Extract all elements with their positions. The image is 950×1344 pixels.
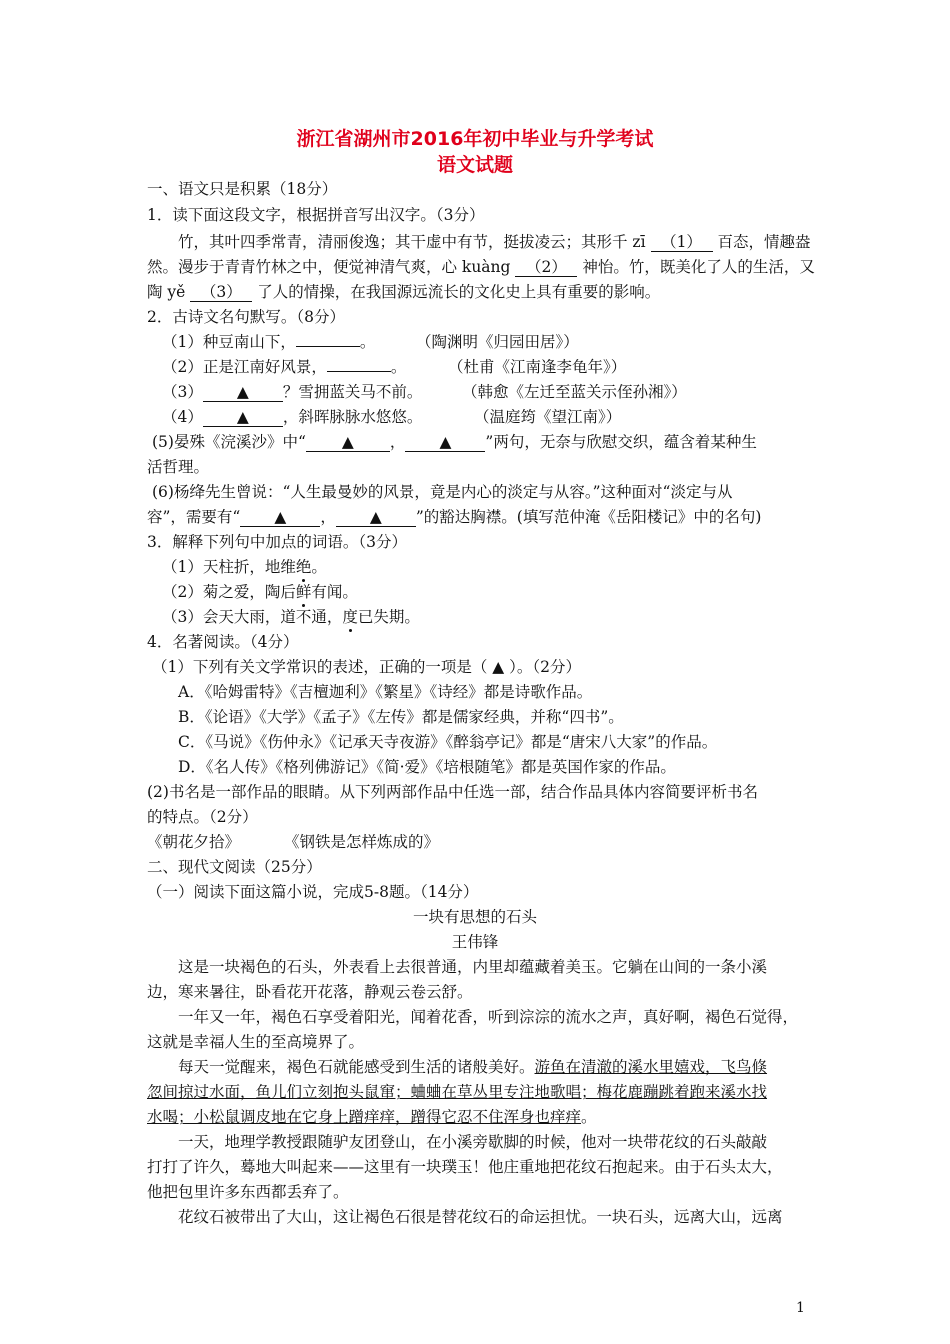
q2-item4-text: （4） bbox=[162, 408, 203, 426]
q2-blank-3[interactable]: ▲ bbox=[203, 383, 283, 402]
story-paragraph-3-period: 。 bbox=[581, 1108, 597, 1126]
q3-stem: 3．解释下列句中加点的词语。（3分） bbox=[147, 533, 407, 551]
q4-part2: (2)书名是一部作品的眼睛。从下列两部作品中任选一部，结合作品具体内容简要评析书名 bbox=[147, 783, 758, 801]
q1-line1-end: 百态，情趣盎 bbox=[717, 233, 811, 251]
section2-heading: 二、现代文阅读（25分） bbox=[147, 858, 322, 876]
q3-dotted-word-1: 绝 bbox=[295, 558, 312, 576]
q3-item2-end: 有闻。 bbox=[311, 583, 358, 601]
q4-part1: （1）下列有关文学常识的表述，正确的一项是（ ▲ ）。（2分） bbox=[152, 658, 581, 676]
q3-item1-end: 。 bbox=[311, 558, 327, 576]
section1-heading: 一、语文只是积累（18分） bbox=[147, 180, 338, 198]
story-paragraph-3 bbox=[178, 1056, 767, 1078]
q3-dotted-word-3: 度 bbox=[342, 608, 358, 626]
q3-item-1 bbox=[162, 556, 327, 578]
q3-item2-text: （2）菊之爱，陶后 bbox=[162, 583, 296, 601]
q2-item-1 bbox=[162, 331, 375, 353]
q4-option-a: A．《哈姆雷特》《吉檀迦利》《繁星》《诗经》都是诗歌作品。 bbox=[178, 683, 593, 701]
q1-stem: 1．读下面这段文字，根据拼音写出汉字。（3分） bbox=[147, 206, 485, 224]
q1-line2-start: 然。漫步于青青竹林之中，便觉神清气爽，心 kuàng bbox=[147, 258, 511, 276]
q2-item-2 bbox=[162, 356, 406, 378]
q2-item6-sep: ， bbox=[320, 508, 336, 526]
q3-item-2 bbox=[162, 581, 358, 603]
q2-item2-end: 。 bbox=[390, 358, 407, 376]
underlined-passage-1: 游鱼在清澈的溪水里嬉戏，飞鸟倏 bbox=[534, 1058, 768, 1076]
q4-book-2: 《钢铁是怎样炼成的》 bbox=[284, 833, 440, 851]
q2-item5-end: ”两句，无奈与欣慰交织，蕴含着某种生 bbox=[485, 433, 757, 451]
q1-line2 bbox=[147, 256, 815, 278]
q2-blank-6b[interactable]: ▲ bbox=[336, 508, 416, 527]
q1-line3 bbox=[147, 281, 660, 303]
underlined-passage-2: 忽间掠过水面，鱼儿们立刻抱头鼠窜；蛐蛐在草丛里专注地歌唱；梅花鹿蹦跳着跑来溪水找 bbox=[147, 1083, 768, 1101]
q4-option-b: B．《论语》《大学》《孟子》《左传》都是儒家经典，并称“四书”。 bbox=[178, 708, 624, 726]
q2-item1-text: （1）种豆南山下， bbox=[162, 333, 296, 351]
q1-blank-1[interactable]: （1） bbox=[651, 233, 713, 252]
page-subtitle: 语文试题 bbox=[436, 154, 513, 176]
story-paragraph-4: 一天，地理学教授跟随驴友团登山，在小溪旁歇脚的时候，他对一块带花纹的石头敲敲 bbox=[178, 1133, 768, 1151]
story-paragraph-3-end bbox=[147, 1106, 597, 1128]
q2-stem: 2．古诗文名句默写。（8分） bbox=[147, 308, 345, 326]
q1-blank-2[interactable]: （2） bbox=[515, 258, 577, 277]
story-paragraph-1-cont: 边，寒来暑往，卧看花开花落，静观云卷云舒。 bbox=[147, 983, 473, 1001]
q1-line3-end: 了人的情操，在我国源远流长的文化史上具有重要的影响。 bbox=[257, 283, 661, 301]
q3-item3-end: 已失期。 bbox=[357, 608, 420, 626]
q2-source-1: （陶渊明《归园田居》） bbox=[416, 333, 579, 351]
q1-line2-end: 神怡。竹，既美化了人的生活，又 bbox=[582, 258, 815, 276]
q2-blank-5b[interactable]: ▲ bbox=[405, 433, 485, 452]
story-author: 王伟锋 bbox=[451, 933, 499, 951]
q2-source-2: （杜甫《江南逢李龟年》） bbox=[448, 358, 627, 376]
q4-book-1: 《朝花夕拾》 bbox=[147, 833, 241, 851]
story-paragraph-5: 花纹石被带出了大山，这让褐色石很是替花纹石的命运担忧。一块石头，远离大山，远离 bbox=[178, 1208, 783, 1226]
q2-blank-2[interactable] bbox=[327, 371, 391, 372]
story-paragraph-3-text: 每天一觉醒来，褐色石就能感受到生活的诸般美好。 bbox=[178, 1058, 535, 1076]
q3-item1-text: （1）天柱折，地维 bbox=[162, 558, 296, 576]
q2-item-6: (6)杨绛先生曾说：“人生最曼妙的风景，竟是内心的淡定与从容。”这种面对“淡定与从 bbox=[152, 483, 733, 501]
q2-item1-end: 。 bbox=[359, 333, 376, 351]
underlined-passage-3: 水喝；小松鼠调皮地在它身上蹭痒痒，蹭得它忍不住浑身也痒痒 bbox=[147, 1108, 582, 1126]
q2-blank-4[interactable]: ▲ bbox=[203, 408, 283, 427]
q4-option-c: C．《马说》《伤仲永》《记承天寺夜游》《醉翁亭记》都是“唐宋八大家”的作品。 bbox=[178, 733, 718, 751]
section2-sub1: （一）阅读下面这篇小说，完成5-8题。（14分） bbox=[147, 883, 479, 901]
q1-blank-3[interactable]: （3） bbox=[190, 283, 252, 302]
q2-item6-text: 容”，需要有“ bbox=[147, 508, 241, 526]
q2-item3-end: ？雪拥蓝关马不前。 bbox=[282, 383, 423, 401]
q2-item6-end: ”的豁达胸襟。(填写范仲淹《岳阳楼记》中的名句) bbox=[415, 508, 762, 526]
q2-source-4: （温庭筠《望江南》） bbox=[474, 408, 622, 426]
q2-blank-1[interactable] bbox=[296, 346, 360, 347]
q3-dotted-word-2: 鲜 bbox=[295, 583, 312, 601]
q3-item3-text: （3）会天大雨，道不通， bbox=[162, 608, 343, 626]
q4-option-d: D．《名人传》《格列佛游记》《简·爱》《培根随笔》都是英国作家的作品。 bbox=[178, 758, 676, 776]
q4-stem: 4．名著阅读。（4分） bbox=[147, 633, 299, 651]
q2-item5-text: (5)晏殊《浣溪沙》中“ bbox=[152, 433, 306, 451]
q2-item3-text: （3） bbox=[162, 383, 203, 401]
story-title: 一块有思想的石头 bbox=[412, 908, 537, 926]
story-paragraph-2: 一年又一年，褐色石享受着阳光，闻着花香，听到淙淙的流水之声，真好啊，褐色石觉得， bbox=[178, 1008, 799, 1026]
q1-line1 bbox=[178, 231, 810, 253]
page-number: 1 bbox=[796, 1300, 805, 1316]
story-paragraph-2-cont: 这就是幸福人生的至高境界了。 bbox=[147, 1033, 365, 1051]
q2-blank-5a[interactable]: ▲ bbox=[306, 433, 390, 452]
q2-source-3: （韩愈《左迁至蓝关示侄孙湘》） bbox=[462, 383, 687, 401]
q1-line3-start: 陶 yě bbox=[147, 283, 186, 301]
q2-blank-6a[interactable]: ▲ bbox=[240, 508, 320, 527]
q2-item2-text: （2）正是江南好风景， bbox=[162, 358, 327, 376]
q2-item5-cont: 活哲理。 bbox=[147, 458, 210, 476]
q2-item4-end: ，斜晖脉脉水悠悠。 bbox=[282, 408, 423, 426]
q2-item-3 bbox=[162, 381, 422, 403]
q2-item-4 bbox=[162, 406, 422, 428]
q1-line1-start: 竹，其叶四季常青，清丽俊逸；其干虚中有节，挺拔凌云；其形千 zī bbox=[178, 233, 646, 251]
q4-part2-cont: 的特点。（2分） bbox=[147, 808, 258, 826]
q2-item5-sep: ， bbox=[389, 433, 406, 451]
page-title: 浙江省湖州市2016年初中毕业与升学考试 bbox=[296, 128, 654, 150]
story-paragraph-4-cont1: 打打了许久，蓦地大叫起来——这里有一块璞玉！他庄重地把花纹石抱起来。由于石头太大， bbox=[147, 1158, 783, 1176]
q2-item-5 bbox=[152, 431, 757, 453]
story-paragraph-1: 这是一块褐色的石头，外表看上去很普通，内里却蕴藏着美玉。它躺在山间的一条小溪 bbox=[178, 958, 768, 976]
q2-item6-cont bbox=[147, 506, 761, 528]
q3-item-3 bbox=[162, 606, 420, 628]
story-paragraph-4-cont2: 他把包里许多东西都丢弃了。 bbox=[147, 1183, 349, 1201]
